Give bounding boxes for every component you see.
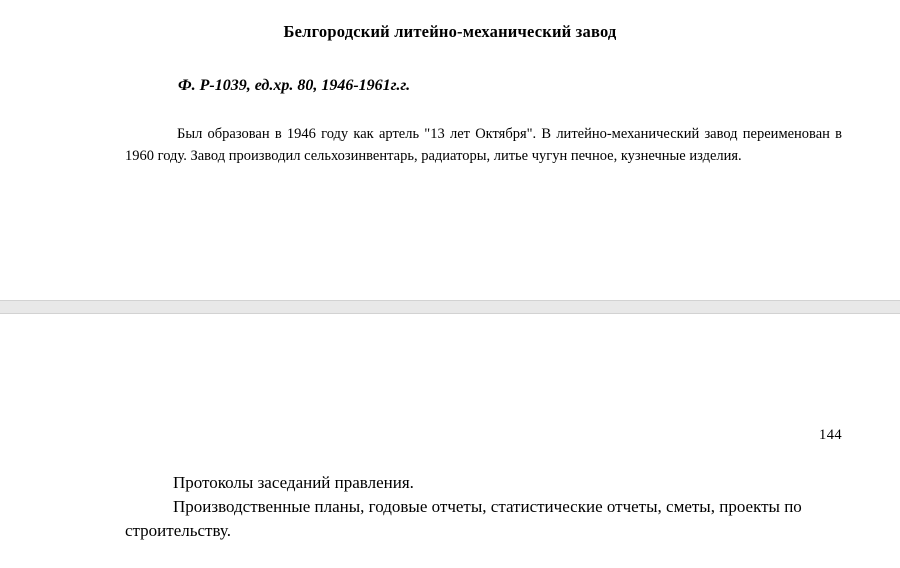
fond-reference-subtitle: Ф. Р-1039, ед.хр. 80, 1946-1961г.г. (178, 77, 411, 94)
list-item: Производственные планы, годовые отчеты, статистические отчеты, сметы, проекты по строительству. (125, 497, 802, 541)
inventory-list (125, 471, 842, 543)
document-page-two (0, 314, 900, 568)
page-number: 144 (819, 427, 842, 443)
page-separator (0, 300, 900, 314)
list-item: Протоколы заседаний правления. (173, 473, 414, 492)
historical-note-paragraph: Был образован в 1946 году как артель "13 лет Октября". В литейно-механический завод переименован в 1960 году. Завод производил сельхозинвентарь, радиаторы, литье чугун печное, кузнечные изделия. (125, 126, 842, 165)
page-title: Белгородский литейно-механический завод (283, 22, 617, 41)
